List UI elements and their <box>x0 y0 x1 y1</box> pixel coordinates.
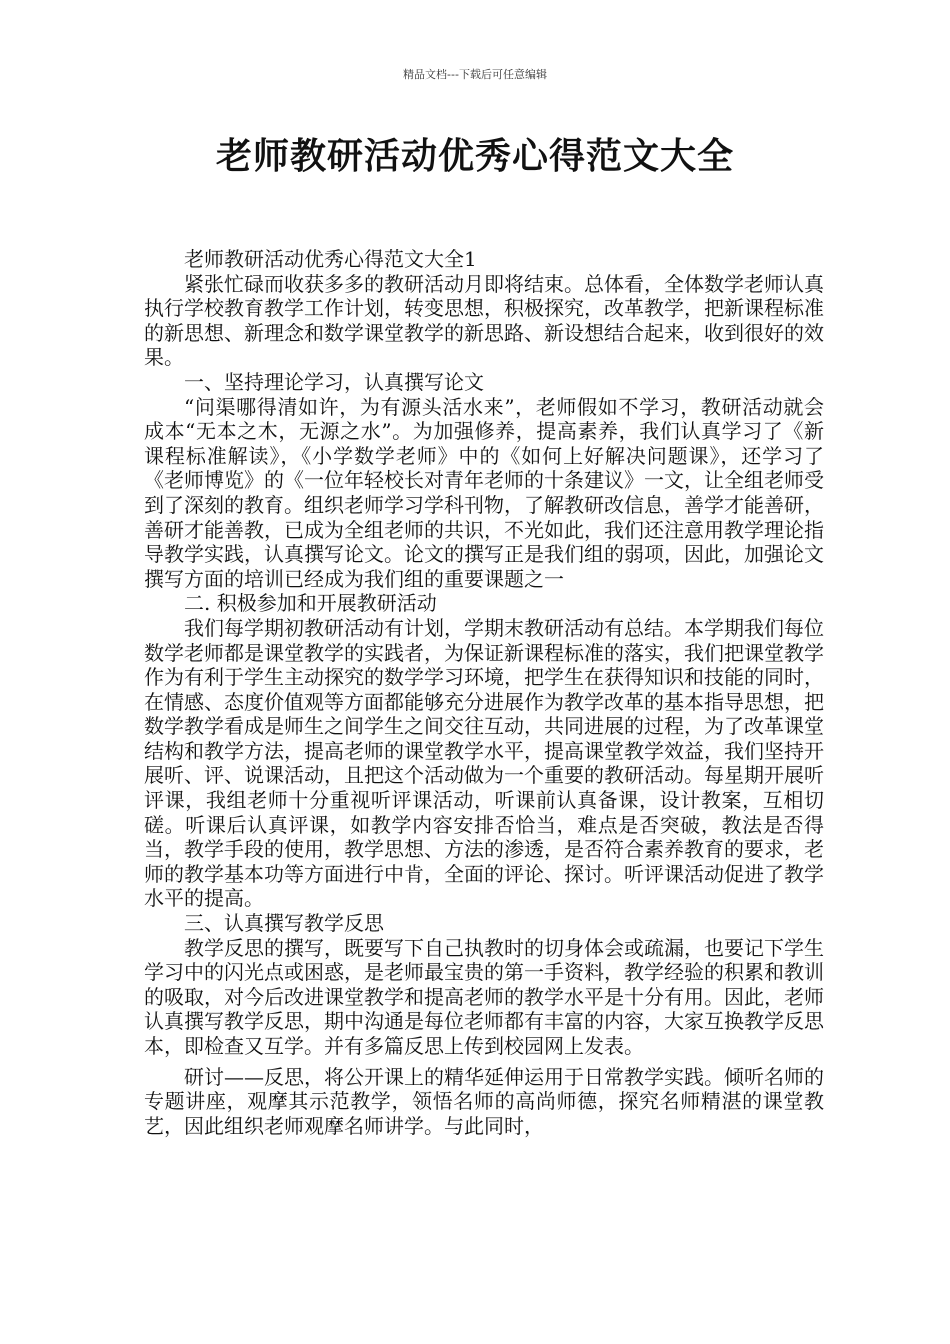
section-heading-2: 二. 积极参加和开展教研活动 <box>184 591 437 616</box>
paragraph-theory-study: “问渠哪得清如许，为有源头活水来”，老师假如不学习，教研活动就会成本“无本之木，无源之水”。为加强修养，提高素养，我们认真学习了《新课程标准解读》，《小学数学老师》中的《如何上好解决问题课》，还学习了《老师博览》的《一位年轻校长对青年老师的十条建议》一文，让全组老师受到了深刻的教育。组织老师学习学科刊物，了解教研改信息，善学才能善研，善研才能善教，已成为全组老师的共识，不光如此，我们还注意用教学理论指导教学实践，认真撰写论文。论文的撰写正是我们组的弱项，因此，加强论文撰写方面的培训已经成为我们组的重要课题之一 <box>144 394 824 591</box>
paragraph-teaching-reflection: 教学反思的撰写，既要写下自己执教时的切身体会或疏漏，也要记下学生学习中的闪光点或困惑，是老师最宝贵的第一手资料，教学经验的积累和教训的吸取，对今后改进课堂教学和提高老师的教学水平是十分有用。因此，老师认真撰写教学反思，期中沟通是每位老师都有丰富的内容，大家互换教学反思本，即检查又互学。并有多篇反思上传到校园网上发表。 <box>144 935 824 1058</box>
paragraph-discussion: 研讨——反思，将公开课上的精华延伸运用于日常教学实践。倾听名师的专题讲座，观摩其示范教学，领悟名师的高尚师德，探究名师精湛的课堂教艺，因此组织老师观摩名师讲学。与此同时， <box>144 1064 824 1138</box>
document-body <box>144 247 824 1138</box>
section-subtitle: 老师教研活动优秀心得范文大全1 <box>184 247 477 271</box>
paragraph-research-activities: 我们每学期初教研活动有计划，学期末教研活动有总结。本学期我们每位数学老师都是课堂教学的实践者，为保证新课程标准的落实，我们把课堂教学作为有利于学生主动探究的数学学习环境，把学生在获得知识和技能的同时，在情感、态度价值观等方面都能够充分进展作为教学改革的基本指导思想，把数学教学看成是师生之间学生之间交往互动，共同进展的过程，为了改革课堂结构和教学方法，提高老师的课堂教学水平，提高课堂教学效益，我们坚持开展听、评、说课活动，且把这个活动做为一个重要的教研活动。每星期开展听评课，我组老师十分重视听评课活动，听课前认真备课，设计教案，互相切磋。听课后认真评课，如教学内容安排否恰当，难点是否突破，教法是否得当，教学手段的使用，教学思想、方法的渗透，是否符合素养教育的要求，老师的教学基本功等方面进行中肯，全面的评论、探讨。听评课活动促进了教学水平的提高。 <box>144 615 824 911</box>
section-heading-1: 一、坚持理论学习，认真撰写论文 <box>184 369 484 394</box>
section-heading-3: 三、认真撰写教学反思 <box>184 911 384 936</box>
document-title: 老师教研活动优秀心得范文大全 <box>215 136 734 177</box>
paragraph-intro: 紧张忙碌而收获多多的教研活动月即将结束。总体看，全体数学老师认真执行学校教育教学工作计划，转变思想，积极探究，改革教学，把新课程标准的新思想、新理念和数学课堂教学的新思路、新设想结合起来，收到很好的效果。 <box>144 271 824 370</box>
header-note: 精品文档---下载后可任意编辑 <box>403 68 547 81</box>
